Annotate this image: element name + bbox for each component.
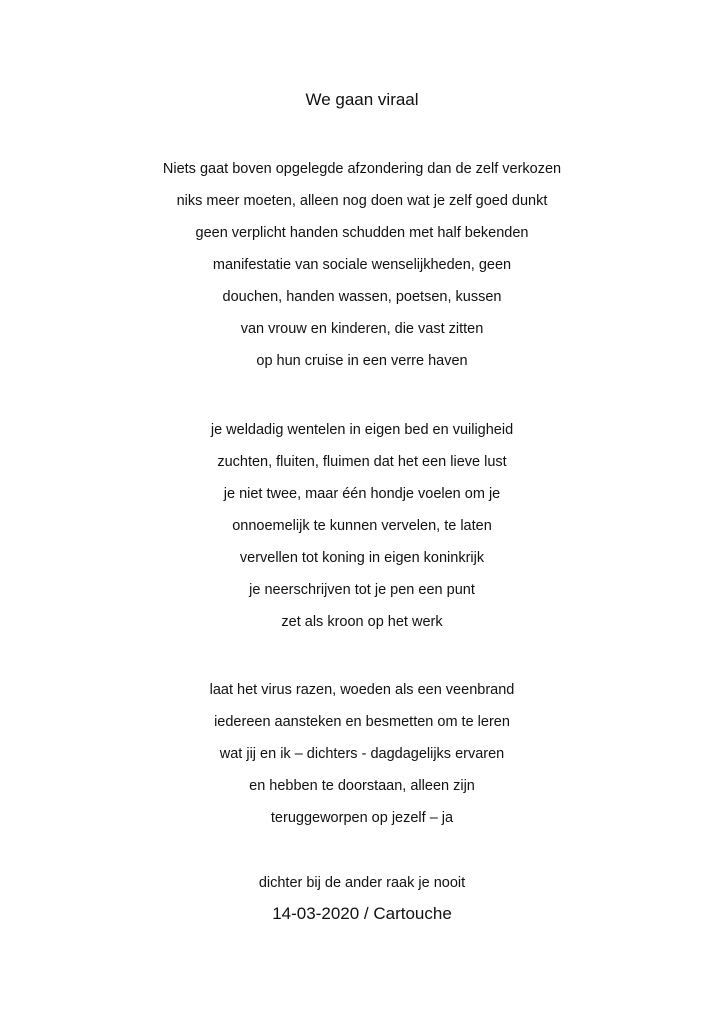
stanza-3 [0,674,724,834]
stanza-2 [0,414,724,638]
poem-line: iedereen aansteken en besmetten om te leren [214,714,510,730]
poem-line: manifestatie van sociale wenselijkheden, geen [212,257,512,273]
poem-line: geen verplicht handen schudden met half bekenden [195,225,529,241]
poem-line: vervellen tot koning in eigen koninkrijk [239,550,485,566]
closing-line: dichter bij de ander raak je nooit [258,875,466,891]
poem-line: teruggeworpen op jezelf – ja [270,810,454,826]
poem-title: We gaan viraal [305,90,419,109]
poem-line: laat het virus razen, woeden als een veenbrand [209,682,515,698]
poem-line: Niets gaat boven opgelegde afzondering dan de zelf verkozen [162,161,562,177]
poem-line: je weldadig wentelen in eigen bed en vuiligheid [210,422,514,438]
stanza-1 [0,153,724,377]
poem-line: op hun cruise in een verre haven [256,353,468,369]
poem-line: je neerschrijven tot je pen een punt [249,582,475,598]
poem-line: je niet twee, maar één hondje voelen om je [223,486,501,502]
poem-line: van vrouw en kinderen, die vast zitten [240,321,484,337]
poem-line: onnoemelijk te kunnen vervelen, te laten [232,518,492,534]
poem-line: niks meer moeten, alleen nog doen wat je zelf goed dunkt [176,193,548,209]
poem-line: zet als kroon op het werk [281,614,443,630]
poem-line: wat jij en ik – dichters - dagdagelijks ervaren [219,746,505,762]
date-signature: 14-03-2020 / Cartouche [272,904,452,923]
poem-line: douchen, handen wassen, poetsen, kussen [222,289,502,305]
poem-line: en hebben te doorstaan, alleen zijn [249,778,475,794]
poem-line: zuchten, fluiten, fluimen dat het een lieve lust [217,454,507,470]
